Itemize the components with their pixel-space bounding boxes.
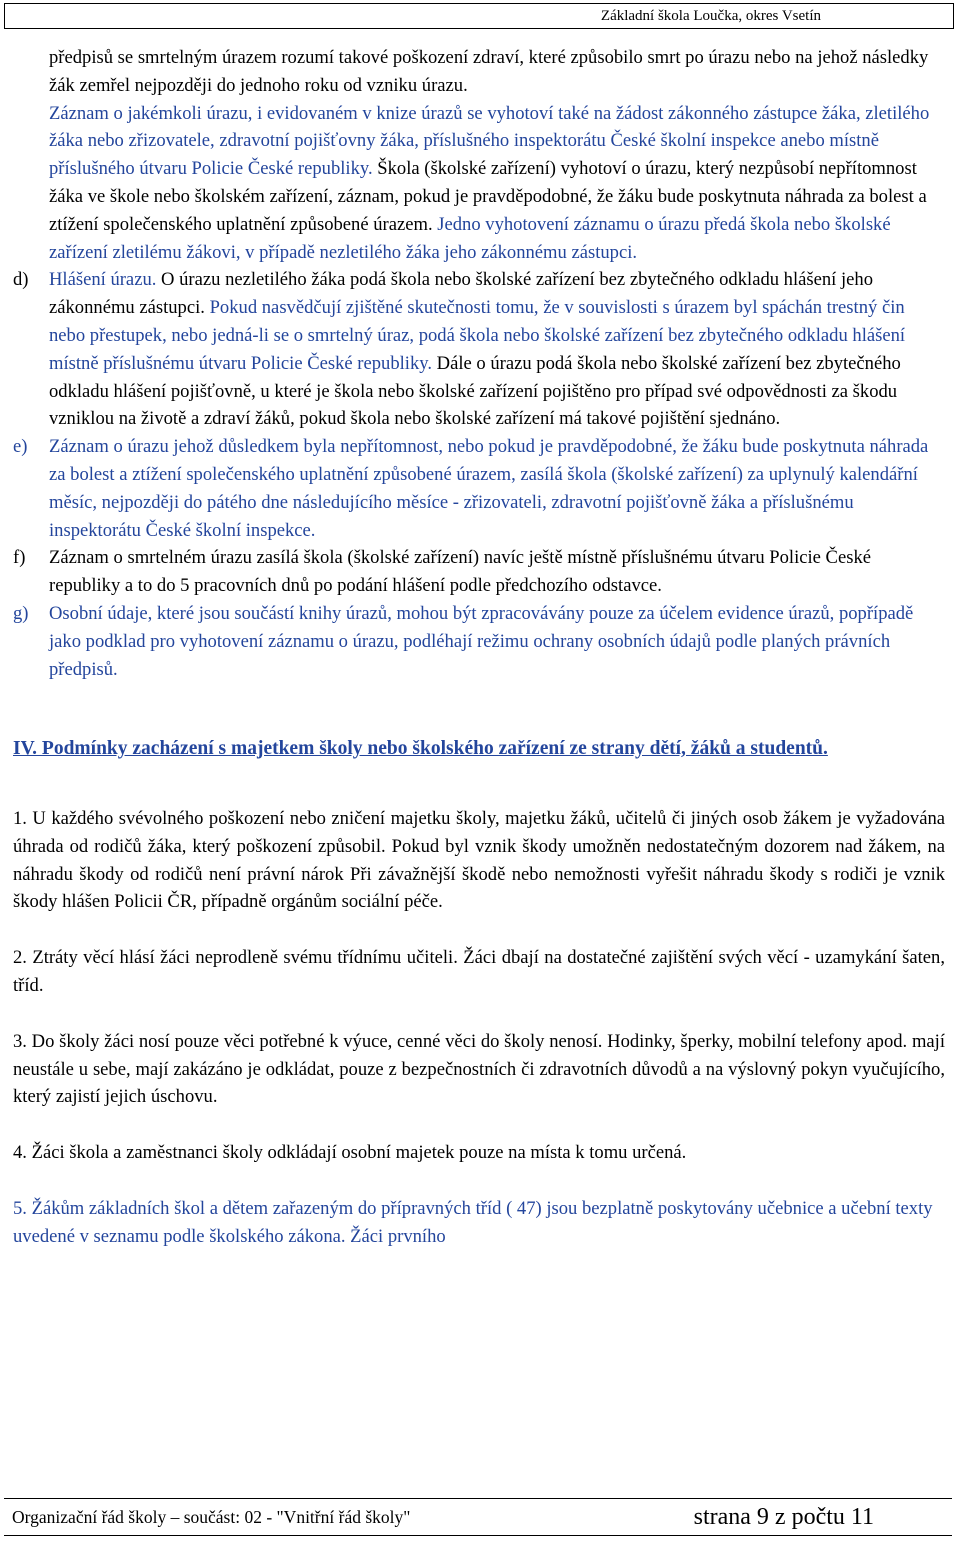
list-text: Osobní údaje, které jsou součástí knihy úrazů, mohou být zpracovávány pouze za účelem evidence úrazů, popřípadě jako podklad pro vyhotovení záznamu o úrazu, podléhají režimu ochrany osobních údajů podle planých právních předpisů. (49, 602, 914, 680)
list-item-g (13, 600, 945, 683)
list-text: Záznam o smrtelném úrazu zasílá škola (školské zařízení) navíc ještě místně příslušnému útvaru Policie České republiky a to do 5 pracovních dnů po podání hlášení podle předchozího odstavce. (49, 547, 872, 597)
item-d-text-3: Dále o úrazu podá škola nebo školské zařízení bez zbytečného odkladu hlášení pojišťovně, u které je škola nebo školské zařízení pojištěno pro případ své odpovědnosti za škodu vzniklou na životě a zdraví žáků, pokud škola nebo školské zařízení má takové pojištění sjednáno. (49, 352, 901, 430)
item-d-text-2: Pokud nasvědčují zjištěné skutečnosti tomu, že v souvislosti s úrazem byl spáchán trestný čin nebo přestupek, nebo jedná-li se o smrtelný úraz, podá škola nebo školské zařízení bez zbytečného odkladu hlášení místně příslušnému útvaru Policie České republiky. (49, 297, 906, 374)
intro-text-black: Škola (školské zařízení) vyhotoví o úrazu, který nezpůsobí nepřítomnost žáka ve škole nebo školském zařízení, záznam, pokud je pravděpodobné, že žáku bude poskytnuta náhrada za bolest a ztížení společenského uplatnění způsobené úrazem. (49, 158, 927, 235)
point-5: 5. Žákům základních škol a dětem zařazeným do přípravných tříd ( 47) jsou bezplatně poskytovány učebnice a učební texty uvedené v seznamu podle školského zákona. Žáci prvního (13, 1197, 933, 1247)
list-label: g) (13, 602, 29, 624)
intro-block (13, 44, 945, 266)
list-item-d (13, 266, 945, 433)
intro-text-blue-2: Jedno vyhotovení záznamu o úrazu předá škola nebo školské zařízení zletilému žákovi, v případě nezletilého žáka jeho zákonnému zástupci. (49, 213, 891, 263)
intro-text-blue: Záznam o jakémkoli úrazu, i evidovaném v knize úrazů se vyhotoví také na žádost zákonného zástupce žáka, zletilého žáka nebo zřizovatele, zdravotní pojišťovny žáka, příslušného inspektorátu České školní inspekce anebo místně příslušného útvaru Policie České republiky. (49, 102, 930, 180)
footer-page-number: strana 9 z počtu 11 (693, 1503, 874, 1530)
page-header: Základní škola Loučka, okres Vsetín (4, 3, 954, 29)
intro-paragraph-2 (49, 100, 945, 267)
section-heading: IV. Podmínky zacházení s majetkem školy nebo školského zařízení ze strany dětí, žáků a studentů. (13, 738, 828, 760)
list-label: f) (13, 547, 26, 569)
page-footer (4, 1498, 952, 1536)
point-3: 3. Do školy žáci nosí pouze věci potřebné k výuce, cenné věci do školy nenosí. Hodinky, šperky, mobilní telefony apod. mají neustále u sebe, mají zakázáno je odkládat, pouze z bezpečnostních či zdravotních důvodů a na výslovný pokyn vyučujícího, který zajistí jejich úschovu. (13, 1030, 945, 1108)
list-item-f (13, 544, 945, 600)
list-item-e (13, 433, 945, 544)
point-4: 4. Žáci škola a zaměstnanci školy odkládají osobní majetek pouze na místa k tomu určená. (13, 1142, 687, 1164)
list-label: d) (13, 269, 29, 291)
item-d-text-1: O úrazu nezletilého žáka podá škola nebo školské zařízení bez zbytečného odkladu hlášení jeho zákonnému zástupci. (49, 269, 874, 319)
list-text (49, 266, 945, 433)
item-d-title: Hlášení úrazu. (49, 269, 162, 291)
list-text: Záznam o úrazu jehož důsledkem byla nepřítomnost, nebo pokud je pravděpodobné, že žáku bude poskytnuta náhrada za bolest a ztížení společenského uplatnění způsobené úrazem, zasílá škola (školské zařízení) za uplynulý kalendářní měsíc, nejpozději do pátého dne následujícího měsíce - zřizovateli, zdravotní pojišťovně žáka a příslušnému inspektorátu České školní inspekce. (49, 436, 929, 541)
footer-document-title: Organizační řád školy – součást: 02 - "Vnitřní řád školy" (12, 1506, 411, 1527)
point-2: 2. Ztráty věcí hlásí žáci neprodleně svému třídnímu učiteli. Žáci dbají na dostatečné zajištění svých věcí - uzamykání šaten, tříd. (13, 947, 945, 996)
list-label: e) (13, 436, 28, 458)
intro-paragraph: předpisů se smrtelným úrazem rozumí takové poškození zdraví, které způsobilo smrt po úrazu nebo na jehož následky žák zemřel nejpozději do jednoho roku od vzniku úrazu. (49, 47, 929, 96)
document-body (13, 44, 945, 1250)
point-1: 1. U každého svévolného poškození nebo zničení majetku školy, majetku žáků, učitelů či jiných osob žákem je vyžadována úhrada od rodičů žáka, který poškození způsobil. Pokud byl vznik škody umožněn nedostatečným dozorem nad žákem, na náhradu škody od rodičů není právní nárok Při závažnější škodě nebo nemožnosti vyřešit náhradu škody s rodiči je vznik škody hlášen Policii ČR, případně orgánům sociální péče. (13, 807, 945, 913)
